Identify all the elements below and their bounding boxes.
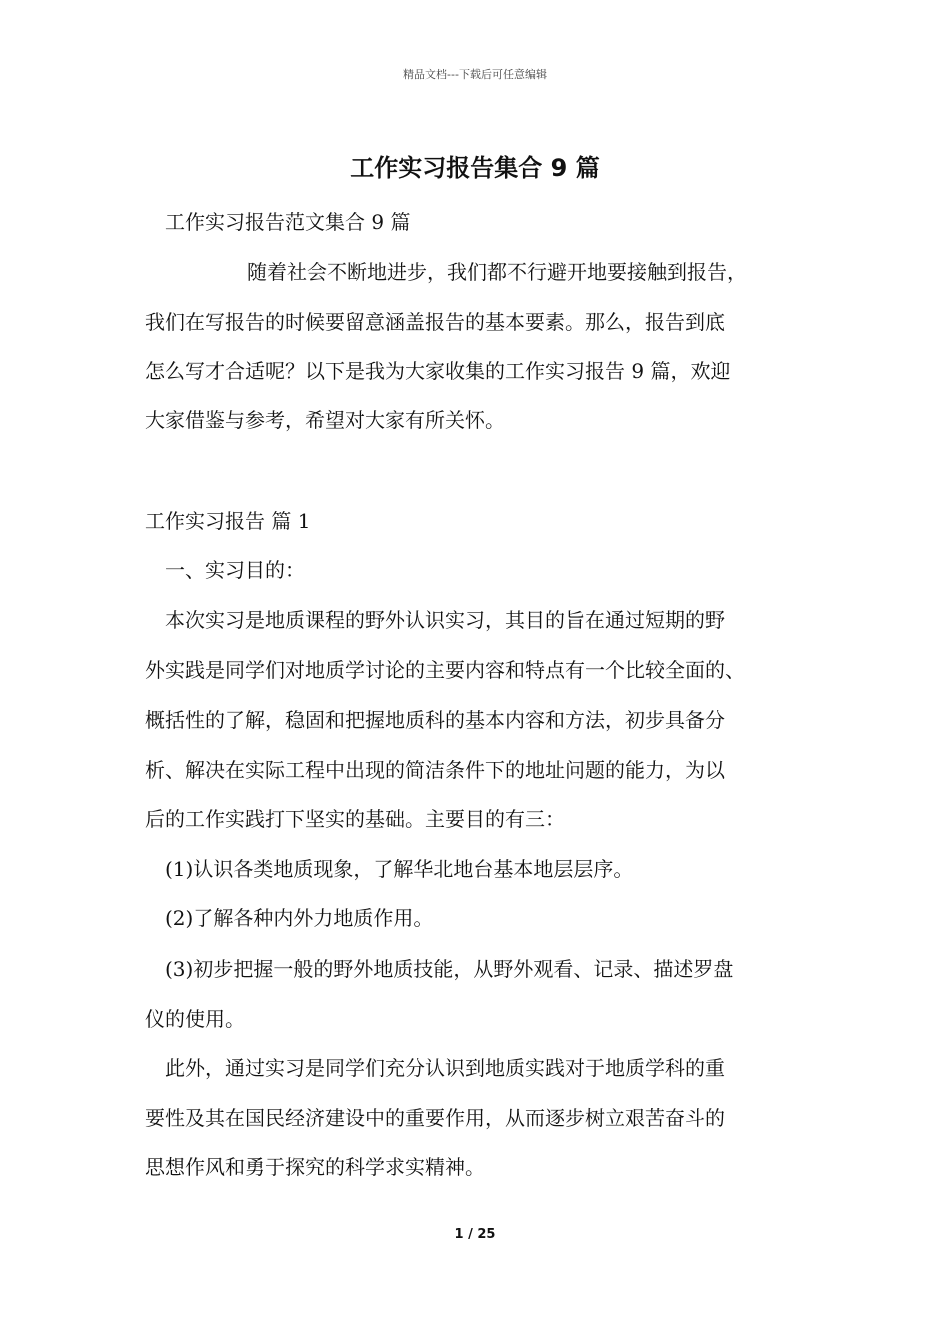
section-heading: 工作实习报告 篇 1 bbox=[145, 509, 311, 533]
intro-line-4: 大家借鉴与参考，希望对大家有所关怀。 bbox=[145, 408, 505, 432]
document-title: 工作实习报告集合 9 篇 bbox=[350, 154, 600, 182]
closing-line-2: 要性及其在国民经济建设中的重要作用，从而逐步树立艰苦奋斗的 bbox=[145, 1106, 725, 1130]
document-subtitle: 工作实习报告范文集合 9 篇 bbox=[165, 210, 411, 234]
closing-line-3: 思想作风和勇于探究的科学求实精神。 bbox=[145, 1155, 485, 1179]
purpose-line-3: 概括性的了解，稳固和把握地质科的基本内容和方法，初步具备分 bbox=[145, 708, 725, 732]
purpose-line-5: 后的工作实践打下坚实的基础。主要目的有三： bbox=[145, 807, 565, 831]
page-indicator: 1 / 25 bbox=[454, 1227, 496, 1242]
list-item-3-line-2: 仪的使用。 bbox=[145, 1007, 245, 1031]
list-item-2: (2)了解各种内外力地质作用。 bbox=[165, 906, 434, 930]
subsection-heading: 一、实习目的： bbox=[165, 558, 305, 582]
intro-line-3: 怎么写才合适呢？以下是我为大家收集的工作实习报告 9 篇，欢迎 bbox=[145, 359, 731, 383]
purpose-line-2: 外实践是同学们对地质学讨论的主要内容和特点有一个比较全面的、 bbox=[145, 658, 745, 682]
intro-line-2: 我们在写报告的时候要留意涵盖报告的基本要素。那么，报告到底 bbox=[145, 310, 725, 334]
list-item-1: (1)认识各类地质现象，了解华北地台基本地层层序。 bbox=[165, 857, 634, 881]
closing-line-1: 此外，通过实习是同学们充分认识到地质实践对于地质学科的重 bbox=[165, 1056, 725, 1080]
purpose-line-1: 本次实习是地质课程的野外认识实习，其目的旨在通过短期的野 bbox=[165, 608, 725, 632]
intro-line-1: 随着社会不断地进步，我们都不行避开地要接触到报告， bbox=[247, 260, 747, 284]
page-header: 精品文档---下载后可任意编辑 bbox=[403, 68, 547, 81]
list-item-3-line-1: (3)初步把握一般的野外地质技能，从野外观看、记录、描述罗盘 bbox=[165, 957, 734, 981]
purpose-line-4: 析、解决在实际工程中出现的简洁条件下的地址问题的能力，为以 bbox=[145, 758, 725, 782]
